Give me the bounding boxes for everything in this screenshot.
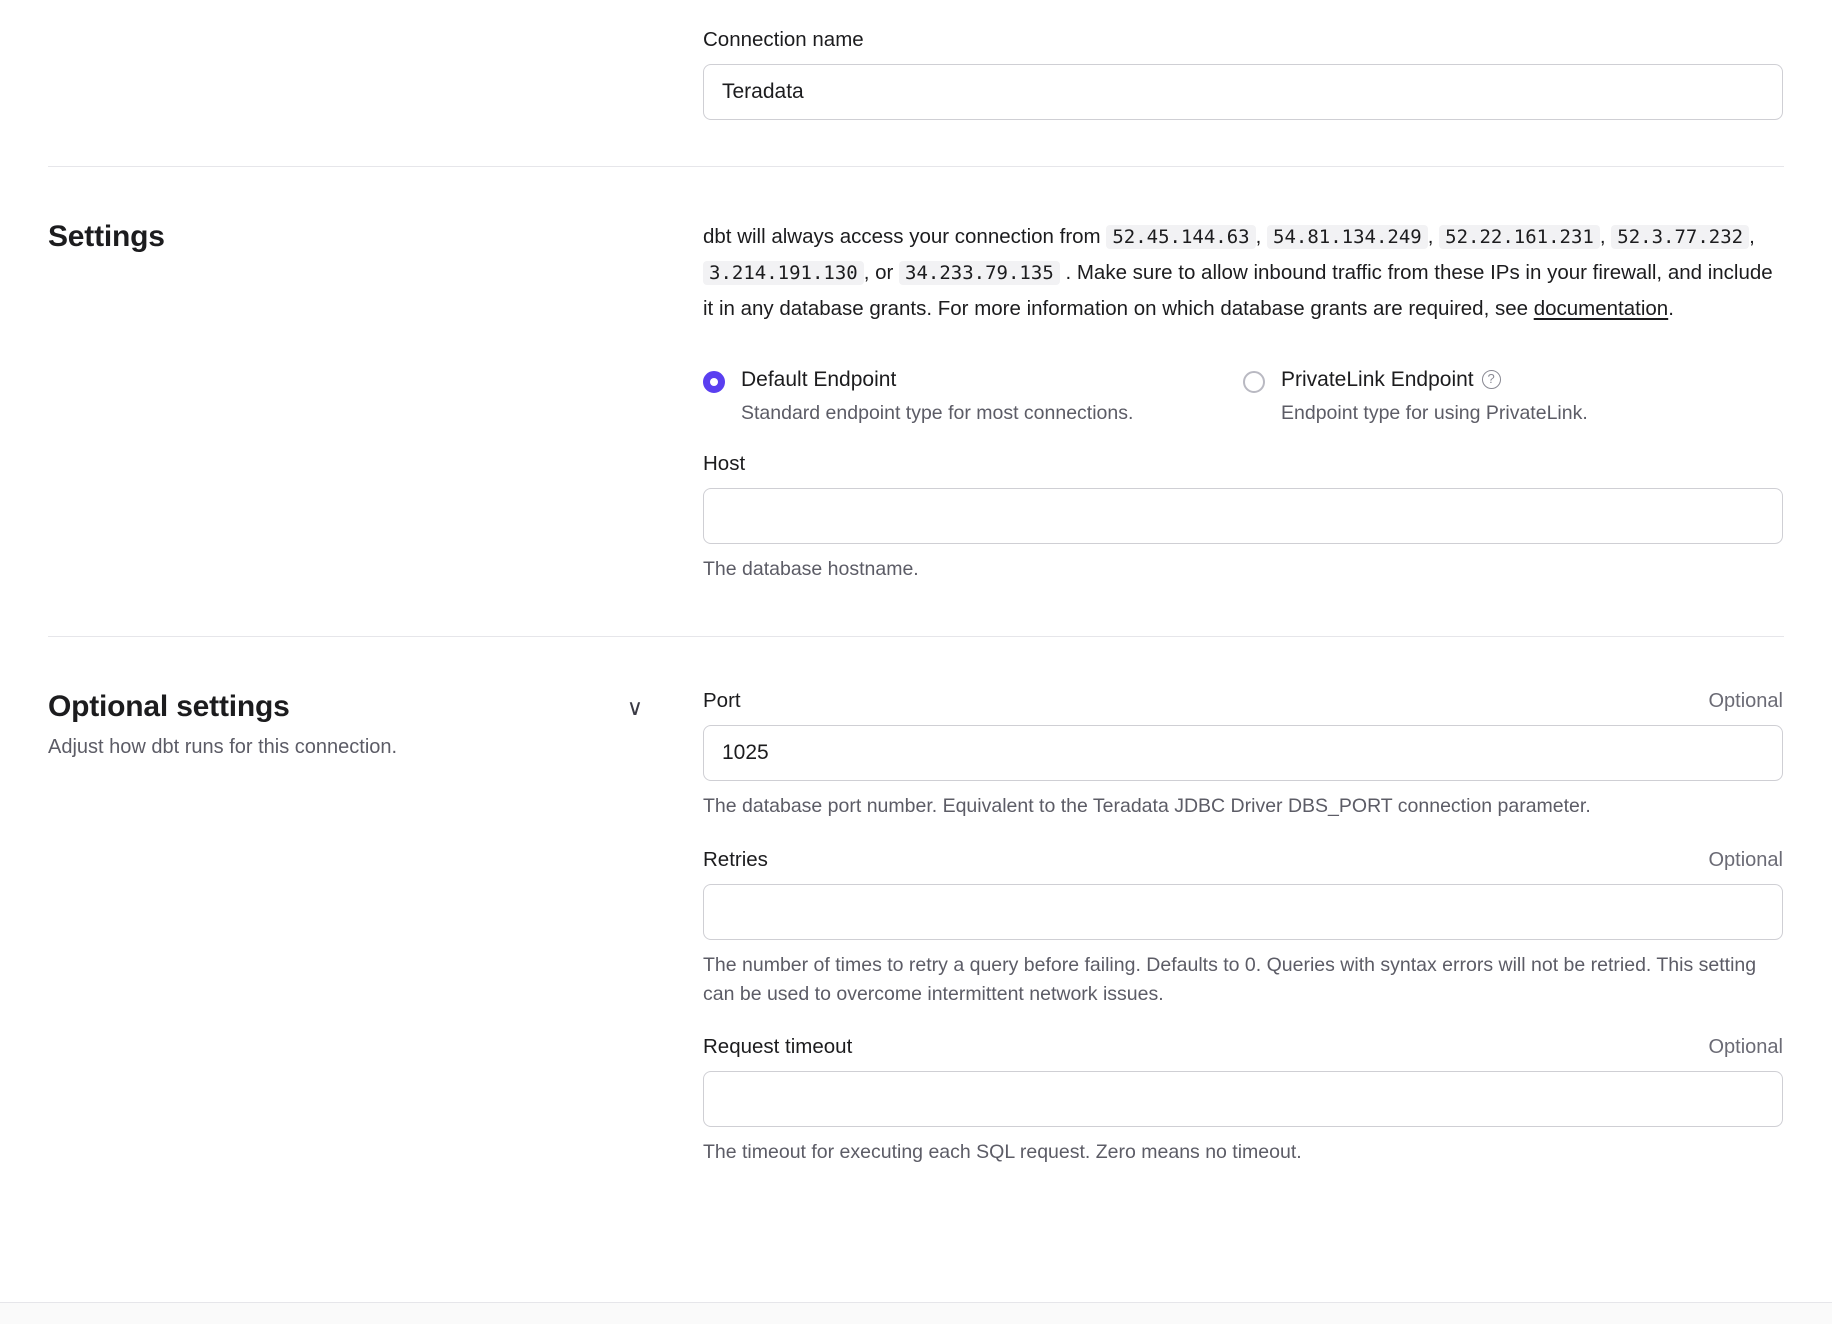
radio-option-default-endpoint[interactable] <box>703 367 1243 427</box>
request-timeout-optional-tag: Optional <box>1708 1036 1783 1059</box>
retries-input[interactable] <box>703 884 1783 940</box>
radio-label-default-endpoint: Default Endpoint <box>741 367 897 391</box>
connection-name-section <box>0 0 1832 166</box>
ip-address-6: 34.233.79.135 <box>899 261 1060 285</box>
port-field-group <box>703 689 1783 821</box>
ip-address-5: 3.214.191.130 <box>703 261 864 285</box>
retries-help-text: The number of times to retry a query before failing. Defaults to 0. Queries with syntax errors will not be retried. This setting can be used to overcome intermittent network issues. <box>703 953 1757 1005</box>
host-field-group <box>703 452 1783 584</box>
connection-name-field-group <box>703 28 1783 120</box>
bottom-bar <box>0 1302 1832 1324</box>
optional-settings-section <box>0 637 1832 1203</box>
retries-field-group <box>703 848 1783 1010</box>
radio-option-privatelink-endpoint[interactable] <box>1243 367 1783 427</box>
radio-desc-default-endpoint: Standard endpoint type for most connections. <box>741 401 1134 424</box>
settings-content <box>703 219 1783 584</box>
optional-settings-fields <box>703 689 1783 1167</box>
port-optional-tag: Optional <box>1708 690 1783 713</box>
optional-settings-title: Optional settings <box>48 690 290 724</box>
host-input[interactable] <box>703 488 1783 544</box>
request-timeout-help-text: The timeout for executing each SQL request. Zero means no timeout. <box>703 1141 1302 1164</box>
radio-label-privatelink-endpoint: PrivateLink Endpoint <box>1281 367 1474 391</box>
optional-settings-heading-col <box>48 689 703 762</box>
port-label: Port <box>703 689 741 713</box>
request-timeout-field-group <box>703 1035 1783 1167</box>
radio-desc-privatelink-endpoint: Endpoint type for using PrivateLink. <box>1281 401 1588 424</box>
port-help-text: The database port number. Equivalent to the Teradata JDBC Driver DBS_PORT connection parameter. <box>703 795 1591 818</box>
chevron-down-icon[interactable]: ∨ <box>626 695 643 721</box>
settings-description-part2: . Make sure to allow inbound traffic from these IPs in your firewall, and include it in any database grants. For more information on which database grants are required, see <box>703 260 1773 320</box>
radio-dot-default-endpoint-icon[interactable] <box>703 371 725 393</box>
ip-address-4: 52.3.77.232 <box>1611 225 1749 249</box>
ip-address-1: 52.45.144.63 <box>1106 225 1255 249</box>
retries-label-line <box>703 848 1783 872</box>
retries-label: Retries <box>703 847 768 871</box>
endpoint-type-radio-group <box>703 367 1783 427</box>
port-label-line <box>703 689 1783 713</box>
ip-address-3: 52.22.161.231 <box>1439 225 1600 249</box>
host-help-text: The database hostname. <box>703 558 919 581</box>
host-label: Host <box>703 452 746 476</box>
settings-section <box>0 167 1832 636</box>
settings-description-end: . <box>1668 296 1674 320</box>
settings-heading-col <box>48 219 703 255</box>
request-timeout-label: Request timeout <box>703 1035 853 1059</box>
radio-default-endpoint-text <box>741 367 1133 427</box>
connection-name-input[interactable] <box>703 64 1783 120</box>
radio-dot-privatelink-endpoint-icon[interactable] <box>1243 371 1265 393</box>
request-timeout-label-line <box>703 1035 1783 1059</box>
request-timeout-input[interactable] <box>703 1071 1783 1127</box>
radio-privatelink-endpoint-text <box>1281 367 1588 427</box>
connection-name-label: Connection name <box>703 28 864 51</box>
help-circle-icon[interactable]: ? <box>1482 370 1501 389</box>
documentation-link[interactable]: documentation <box>1533 296 1669 320</box>
optional-settings-subtitle: Adjust how dbt runs for this connection. <box>48 736 398 759</box>
settings-description: dbt will always access your connection from 52.45.144.63 , 54.81.134.249 , 52.22.161.231 , 52.3.77.232 , 3.214.191.130 , or 34.233.79.135 . Make sure to allow inbound traffic from these IPs in your firewall, and include it in any database grants. For more information on which database grants are required, see documentation. <box>703 225 1773 320</box>
retries-optional-tag: Optional <box>1708 848 1783 871</box>
port-input[interactable] <box>703 725 1783 781</box>
optional-settings-heading-text <box>48 689 397 762</box>
settings-description-part1: dbt will always access your connection from <box>703 225 1101 248</box>
settings-title: Settings <box>48 220 165 253</box>
ip-address-2: 54.81.134.249 <box>1267 225 1428 249</box>
